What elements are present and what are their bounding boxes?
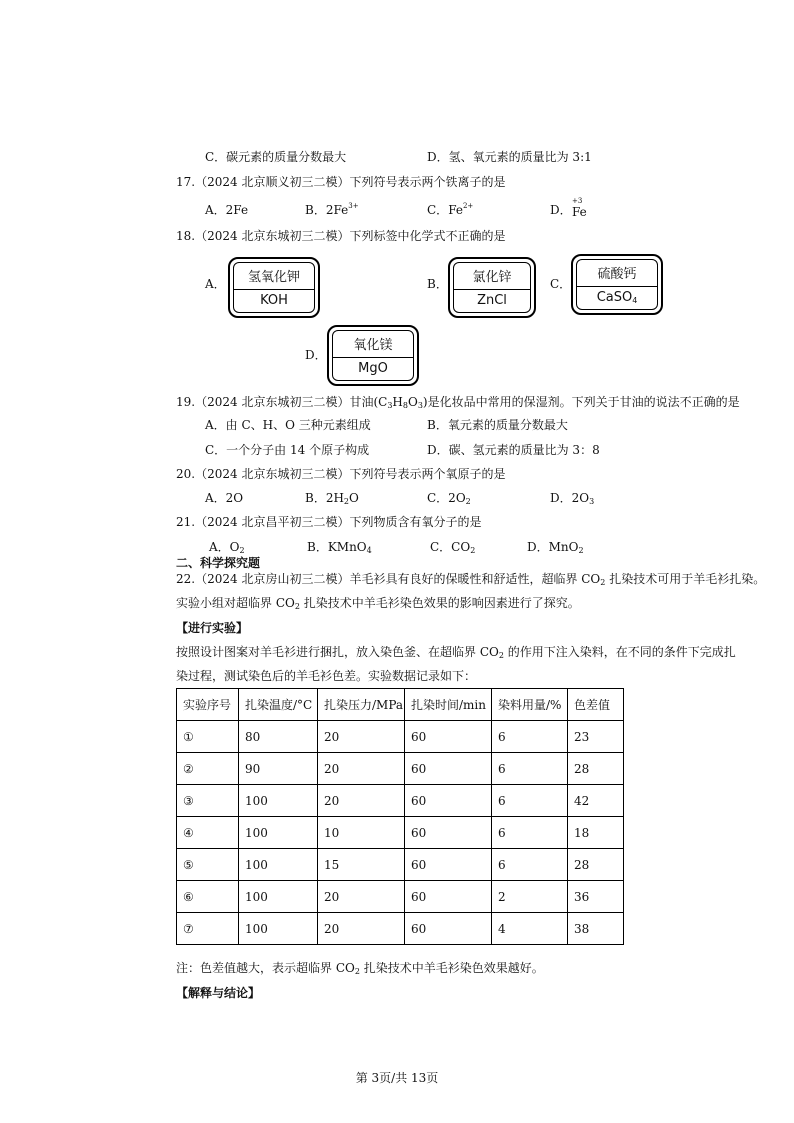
table-header-cell: 扎染时间/min bbox=[405, 689, 492, 721]
table-cell: 60 bbox=[405, 785, 492, 817]
table-cell: 100 bbox=[239, 881, 318, 913]
table-cell: ② bbox=[177, 753, 239, 785]
table-header-row bbox=[177, 689, 624, 721]
table-cell: 6 bbox=[492, 721, 568, 753]
table-header-cell: 染料用量/% bbox=[492, 689, 568, 721]
table-cell: 100 bbox=[239, 785, 318, 817]
experiment-table bbox=[176, 688, 624, 945]
q18-label-c bbox=[571, 254, 663, 315]
q18-label-a bbox=[228, 257, 320, 318]
table-cell: 2 bbox=[492, 881, 568, 913]
table-header-cell: 实验序号 bbox=[177, 689, 239, 721]
q19-option-a: A．由 C、H、O 三种元素组成 bbox=[205, 418, 371, 432]
table-cell: ④ bbox=[177, 817, 239, 849]
table-cell: 28 bbox=[568, 849, 624, 881]
q16-option-d: D．氢、氧元素的质量比为 3:1 bbox=[427, 150, 592, 164]
table-cell: 6 bbox=[492, 817, 568, 849]
table-cell: 23 bbox=[568, 721, 624, 753]
q21-option-b: B．KMnO$_4$ bbox=[307, 540, 372, 555]
q20-option-c: C．$2O_2$ bbox=[427, 491, 471, 506]
table-cell: 20 bbox=[318, 881, 405, 913]
table-cell: 60 bbox=[405, 881, 492, 913]
q17-option-d-valence: +3 bbox=[572, 197, 583, 205]
table-cell: 100 bbox=[239, 913, 318, 945]
q21-option-d: D．MnO$_2$ bbox=[527, 540, 584, 555]
table-header-cell: 色差值 bbox=[568, 689, 624, 721]
table-cell: 60 bbox=[405, 849, 492, 881]
table-cell: ③ bbox=[177, 785, 239, 817]
q17-stem: 17.（2024 北京顺义初三二模）下列符号表示两个铁离子的是 bbox=[176, 175, 506, 189]
q22-line4: 染过程，测试染色后的羊毛衫色差。实验数据记录如下： bbox=[176, 669, 477, 683]
table-row bbox=[177, 721, 624, 753]
q19-stem: 19.（2024 北京东城初三二模）甘油$(C_3H_8O_3)$是化妆品中常用的保湿剂。下列关于甘油的说法不正确的是 bbox=[176, 395, 740, 410]
q21-stem: 21.（2024 北京昌平初三二模）下列物质含有氧分子的是 bbox=[176, 515, 482, 529]
q17-option-b: B．$2Fe^{3+}$ bbox=[305, 202, 359, 217]
table-cell: 60 bbox=[405, 817, 492, 849]
table-row bbox=[177, 913, 624, 945]
table-cell: ⑦ bbox=[177, 913, 239, 945]
table-header-cell: 扎染压力/MPa bbox=[318, 689, 405, 721]
table-row bbox=[177, 785, 624, 817]
q19-option-b: B．氧元素的质量分数最大 bbox=[427, 418, 568, 432]
q16-option-c: C．碳元素的质量分数最大 bbox=[205, 150, 347, 164]
table-cell: 10 bbox=[318, 817, 405, 849]
table-cell: ⑤ bbox=[177, 849, 239, 881]
table-cell: 20 bbox=[318, 785, 405, 817]
table-cell: 60 bbox=[405, 913, 492, 945]
table-cell: 4 bbox=[492, 913, 568, 945]
table-cell: 36 bbox=[568, 881, 624, 913]
table-cell: 60 bbox=[405, 753, 492, 785]
table-cell: 100 bbox=[239, 817, 318, 849]
table-row bbox=[177, 753, 624, 785]
table-cell: 6 bbox=[492, 753, 568, 785]
table-header-cell: 扎染温度/°C bbox=[239, 689, 318, 721]
q17-option-a: A．2Fe bbox=[205, 203, 249, 217]
table-cell: 20 bbox=[318, 721, 405, 753]
table-cell: 6 bbox=[492, 785, 568, 817]
q19-option-d: D．碳、氢元素的质量比为 3：8 bbox=[427, 443, 600, 457]
table-cell: ⑥ bbox=[177, 881, 239, 913]
q20-option-d: D．$2O_3$ bbox=[550, 491, 595, 506]
q22-line2: 实验小组对超临界 $CO_2$ 扎染技术中羊毛衫染色效果的影响因素进行了探究。 bbox=[176, 596, 580, 611]
table-cell: 90 bbox=[239, 753, 318, 785]
table-cell: 60 bbox=[405, 721, 492, 753]
q18-label-d bbox=[327, 325, 419, 386]
table-cell: 38 bbox=[568, 913, 624, 945]
table-row bbox=[177, 849, 624, 881]
q18-option-a-letter: A． bbox=[205, 277, 226, 291]
q22-line1: 22.（2024 北京房山初三二模）羊毛衫具有良好的保暖性和舒适性，超临界 $CO_2$ 扎染技术可用于羊毛衫扎染。 bbox=[176, 572, 766, 587]
table-cell: 42 bbox=[568, 785, 624, 817]
q22-heading-conclusion: 【解释与结论】 bbox=[176, 986, 261, 1000]
q18-option-d-letter: D． bbox=[305, 348, 327, 362]
page-footer: 第 3页/共 13页 bbox=[355, 1071, 439, 1085]
q22-note: 注：色差值越大，表示超临界 $CO_2$ 扎染技术中羊毛衫染色效果越好。 bbox=[176, 961, 544, 976]
q22-line3: 按照设计图案对羊毛衫进行捆扎，放入染色釜、在超临界 $CO_2$ 的作用下注入染料，在不同的条件下完成扎 bbox=[176, 645, 736, 660]
q21-option-a: A．$O_2$ bbox=[209, 540, 245, 555]
q18-stem: 18.（2024 北京东城初三二模）下列标签中化学式不正确的是 bbox=[176, 229, 506, 243]
table-cell: 15 bbox=[318, 849, 405, 881]
q17-option-d-formula: Fe bbox=[572, 205, 587, 219]
table-row bbox=[177, 881, 624, 913]
section-heading: 二、科学探究题 bbox=[176, 556, 261, 570]
label-c-name: 硫酸钙 bbox=[577, 260, 657, 287]
q22-heading-experiment: 【进行实验】 bbox=[176, 621, 249, 635]
table-cell: 6 bbox=[492, 849, 568, 881]
table-row bbox=[177, 817, 624, 849]
q18-option-c-letter: C． bbox=[550, 277, 572, 291]
q18-label-b bbox=[448, 257, 536, 318]
table-cell: ① bbox=[177, 721, 239, 753]
q20-stem: 20.（2024 北京东城初三二模）下列符号表示两个氧原子的是 bbox=[176, 467, 506, 481]
q21-option-c: C．$CO_2$ bbox=[430, 540, 476, 555]
label-d-name: 氧化镁 bbox=[333, 331, 413, 358]
q17-option-c: C．$Fe^{2+}$ bbox=[427, 202, 474, 217]
q20-option-b: B．$2H_2O$ bbox=[305, 491, 359, 506]
q19-option-c: C．一个分子由 14 个原子构成 bbox=[205, 443, 370, 457]
label-b-name: 氯化锌 bbox=[454, 263, 530, 290]
label-a-formula: KOH bbox=[260, 293, 288, 308]
table-cell: 28 bbox=[568, 753, 624, 785]
label-c-formula: CaSO$_4$ bbox=[596, 290, 638, 305]
label-a-name: 氢氧化钾 bbox=[234, 263, 314, 290]
label-b-formula: ZnCl bbox=[477, 293, 507, 308]
q17-option-d: D． bbox=[550, 203, 572, 217]
q18-option-b-letter: B． bbox=[427, 277, 448, 291]
label-d-formula: MgO bbox=[358, 361, 388, 376]
q20-option-a: A．2O bbox=[205, 491, 244, 505]
table-cell: 20 bbox=[318, 753, 405, 785]
table-cell: 20 bbox=[318, 913, 405, 945]
table-cell: 100 bbox=[239, 849, 318, 881]
table-cell: 18 bbox=[568, 817, 624, 849]
table-cell: 80 bbox=[239, 721, 318, 753]
